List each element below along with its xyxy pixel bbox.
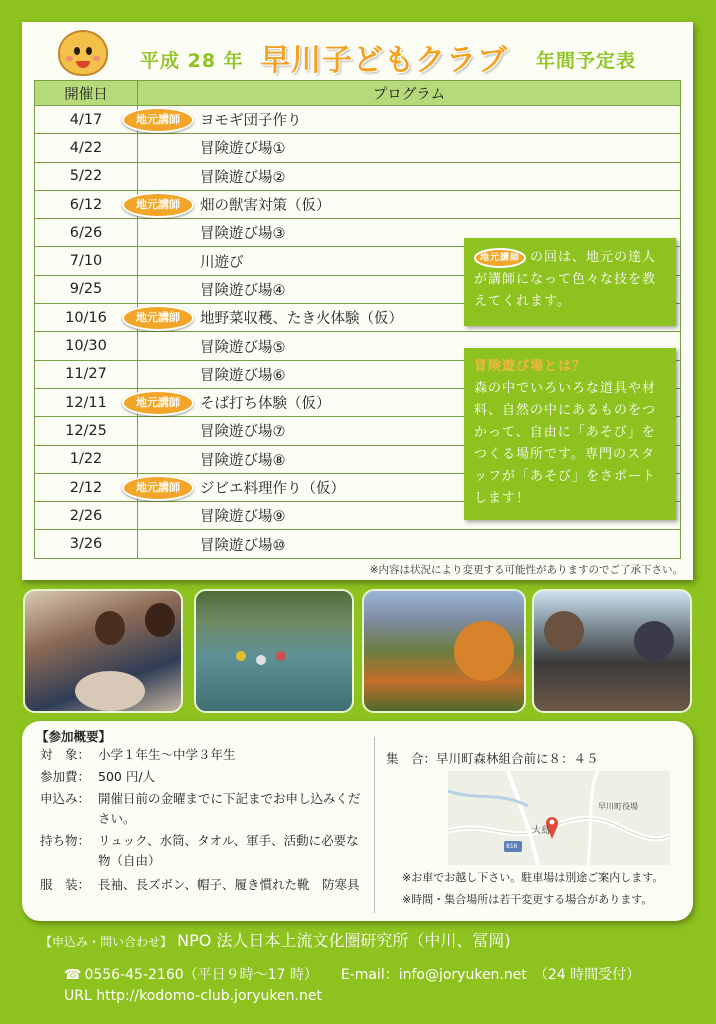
event-date: 2/12: [35, 473, 138, 501]
local-teacher-badge: 地元講師: [474, 248, 526, 268]
event-program: [138, 106, 681, 134]
column-header-program: プログラム: [138, 81, 681, 106]
local-teacher-badge: 地元講師: [122, 192, 194, 218]
table-row: [35, 134, 681, 162]
event-date: 4/22: [35, 134, 138, 162]
program-name: 地野菜収穫、たき火体験（仮）: [200, 311, 403, 328]
adventure-text: 森の中でいろいろな道具や材料、自然の中にあるものをつかって、自由に「あそび」をつくる場所です。専門のスタッフが「あそび」をさポートします！: [474, 381, 657, 506]
table-row: [35, 106, 681, 134]
map-label-place: 大島: [532, 826, 551, 836]
phone-icon: ☎: [64, 967, 82, 983]
contact-label: 【申込み・問い合わせ】: [40, 935, 173, 949]
overview-panel: [22, 721, 693, 921]
program-name: 畑の獣害対策（仮）: [200, 198, 331, 215]
adventure-title: 冒険遊び場とは？: [474, 359, 587, 374]
local-teacher-badge: 地元講師: [122, 305, 194, 331]
program-name: 冒険遊び場⑦: [200, 424, 286, 441]
program-name: 冒険遊び場①: [200, 141, 286, 158]
event-program: [138, 162, 681, 190]
event-date: 5/22: [35, 162, 138, 190]
local-teacher-callout: [464, 238, 676, 326]
event-date: 12/11: [35, 388, 138, 416]
overview-item: 持ち物： リュック、水筒、タオル、軍手、活動に必要な物（自由）: [40, 833, 359, 868]
column-header-date: 開催日: [35, 81, 138, 106]
event-date: 10/16: [35, 304, 138, 332]
overview-item: 対 象： 小学１年生〜中学３年生: [40, 747, 236, 762]
program-name: 冒険遊び場⑤: [200, 339, 286, 356]
contact-phone-line: [64, 964, 640, 984]
program-name: 冒険遊び場⑥: [200, 367, 286, 384]
event-date: 10/30: [35, 332, 138, 360]
event-date: 4/17: [35, 106, 138, 134]
overview-item: 服 装： 長袖、長ズボン、帽子、履き慣れた靴 防寒具: [40, 877, 360, 892]
adventure-callout: [464, 348, 676, 520]
schedule-change-note: ※時間・集合場所は若干変更する場合があります。: [402, 893, 653, 906]
photo-autumn-hill: [362, 589, 526, 713]
mascot-icon: [58, 30, 108, 76]
page-title: 早川子どもクラブ: [260, 43, 508, 78]
event-date: 7/10: [35, 247, 138, 275]
contact-header: [40, 928, 511, 951]
local-teacher-badge: 地元講師: [122, 475, 194, 501]
event-date: 9/25: [35, 275, 138, 303]
photo-children-cooking: [23, 589, 183, 713]
table-row: [35, 162, 681, 190]
map[interactable]: [448, 771, 670, 865]
event-program: [138, 190, 681, 218]
event-date: 1/22: [35, 445, 138, 473]
program-name: そば打ち体験（仮）: [200, 396, 331, 413]
title-year: 平成 28 年: [140, 50, 244, 72]
local-teacher-text: の回は、地元の達人が講師になって色々な技を教えてくれます。: [474, 250, 657, 309]
program-name: 冒険遊び場③: [200, 226, 286, 243]
event-date: 2/26: [35, 502, 138, 530]
parking-note: ※お車でお越し下さい。駐車場は別途ご案内します。: [402, 871, 664, 884]
table-row: [35, 190, 681, 218]
program-name: 冒険遊び場⑧: [200, 452, 286, 469]
program-name: 冒険遊び場④: [200, 282, 286, 299]
program-name: 冒険遊び場②: [200, 169, 286, 186]
event-date: 12/25: [35, 417, 138, 445]
overview-item: 申込み： 開催日前の金曜までに下記までお申し込みください。: [40, 791, 361, 826]
contact-url[interactable]: URL http://kodomo-club.joryuken.net: [64, 988, 322, 1004]
event-date: 6/12: [35, 190, 138, 218]
event-date: 3/26: [35, 530, 138, 558]
contact-org: NPO 法人日本上流文化圏研究所（中川、冨岡): [177, 931, 511, 950]
title-suffix: 年間予定表: [536, 50, 637, 72]
local-teacher-badge: 地元講師: [122, 107, 194, 133]
overview-title: 【参加概要】: [36, 729, 112, 744]
program-name: 川遊び: [200, 254, 244, 271]
program-name: ジビエ料理作り（仮）: [200, 481, 345, 497]
divider: [374, 737, 375, 913]
overview-item: 参加費： 500 円/人: [40, 769, 156, 784]
program-name: 冒険遊び場⑨: [200, 509, 286, 526]
map-label-office: 早川町役場: [598, 802, 638, 811]
local-teacher-badge: 地元講師: [122, 390, 194, 416]
contact-phone[interactable]: 0556-45-2160（平日９時〜17 時）: [84, 967, 318, 983]
contact-email[interactable]: E-mail：info@joryuken.net （24 時間受付）: [340, 967, 641, 983]
table-row: [35, 530, 681, 558]
event-date: 11/27: [35, 360, 138, 388]
event-date: 6/26: [35, 219, 138, 247]
meeting-info: 集 合：早川町森林組合前に８：４５: [386, 751, 599, 766]
event-program: [138, 530, 681, 558]
program-name: 冒険遊び場⑩: [200, 537, 286, 554]
photo-river-play: [194, 589, 354, 713]
program-name: ヨモギ団子作り: [200, 113, 302, 130]
photo-mochi-pounding: [532, 589, 692, 713]
event-program: [138, 134, 681, 162]
schedule-note: ※内容は状況により変更する可能性がありますのでご了承下さい。: [369, 564, 683, 576]
map-label-route: 816: [506, 843, 518, 850]
